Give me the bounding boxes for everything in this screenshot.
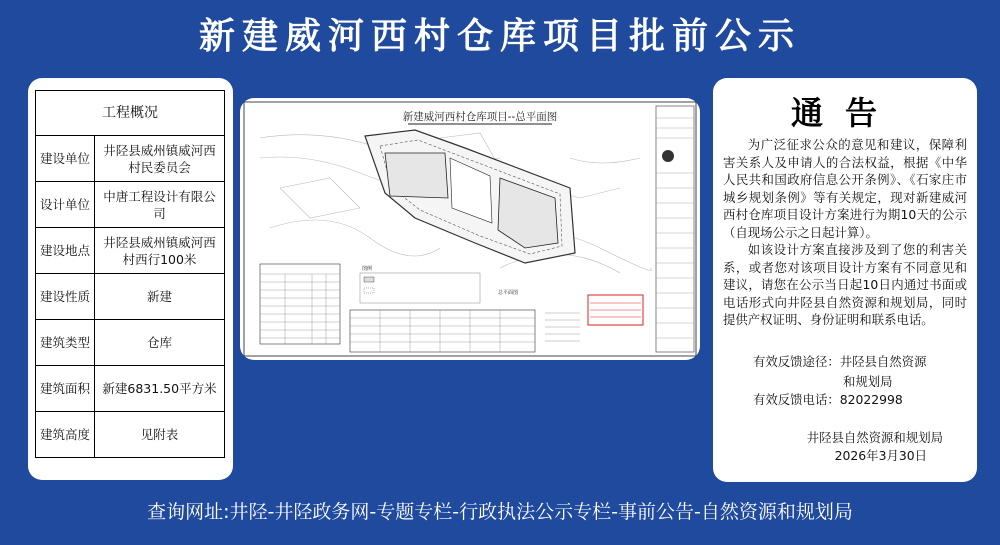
notice-panel bbox=[713, 78, 977, 482]
feedback-way-cont: 和规划局 bbox=[843, 374, 893, 389]
site-plan-drawing bbox=[240, 98, 700, 360]
row-label: 建设单位 bbox=[36, 136, 95, 182]
notice-paragraph: 如该设计方案直接涉及到了您的利害关系，或者您对该项目设计方案有不同意见和建议，请您在公示当日起10日内通过书面或电话形式向井陉县自然资源和规划局，同时提供产权证明、身份证明和联系电话。 bbox=[723, 242, 967, 327]
feedback-phone: 有效反馈电话：82022998 bbox=[753, 392, 903, 407]
row-label: 建筑高度 bbox=[36, 412, 95, 458]
feedback-way: 有效反馈途径：井陉县自然资源 bbox=[753, 354, 927, 369]
issuer: 井陉县自然资源和规划局 bbox=[806, 430, 943, 445]
row-label: 建筑面积 bbox=[36, 366, 95, 412]
row-label: 建筑类型 bbox=[36, 320, 95, 366]
drawing-title: 新建威河西村仓库项目--总平面图 bbox=[402, 111, 558, 123]
plan-scale-label: 总平面图 bbox=[498, 290, 519, 296]
project-overview-panel bbox=[28, 78, 233, 480]
notice-title: 通告 bbox=[790, 94, 899, 132]
notice-date: 2026年3月30日 bbox=[834, 448, 927, 463]
project-overview-heading: 工程概况 bbox=[36, 91, 225, 136]
row-value: 新建 bbox=[95, 274, 225, 320]
legend-title: 图例 bbox=[362, 266, 373, 272]
query-url-footer: 查询网址:井陉-井陉政务网-专题专栏-行政执法公示专栏-事前公告-自然资源和规划局 bbox=[147, 501, 853, 523]
project-overview-table bbox=[35, 90, 225, 458]
site-plan-svg bbox=[240, 98, 700, 360]
notice-paragraph: 为广泛征求公众的意见和建议，保障利害关系人及申请人的合法权益，根据《中华人民共和国政府信息公开条例》、《石家庄市城乡规划条例》等有关规定，现对新建威河西村仓库项目设计方案进行为期10天的公示（自现场公示之日起计算）。 bbox=[723, 137, 967, 240]
notice-body bbox=[723, 136, 967, 329]
row-value: 井陉县威州镇威河西村民委员会 bbox=[95, 136, 225, 182]
row-label: 建设性质 bbox=[36, 274, 95, 320]
row-value: 仓库 bbox=[95, 320, 225, 366]
row-value: 中唐工程设计有限公司 bbox=[95, 182, 225, 228]
warehouse-building bbox=[385, 153, 448, 198]
row-label: 建设地点 bbox=[36, 228, 95, 274]
page-title: 新建威河西村仓库项目批前公示 bbox=[198, 16, 801, 57]
row-value: 井陉县威州镇威河西村西行100米 bbox=[95, 228, 225, 274]
row-value: 见附表 bbox=[95, 412, 225, 458]
row-label: 设计单位 bbox=[36, 182, 95, 228]
row-value: 新建6831.50平方米 bbox=[95, 366, 225, 412]
company-logo-icon bbox=[662, 150, 674, 162]
